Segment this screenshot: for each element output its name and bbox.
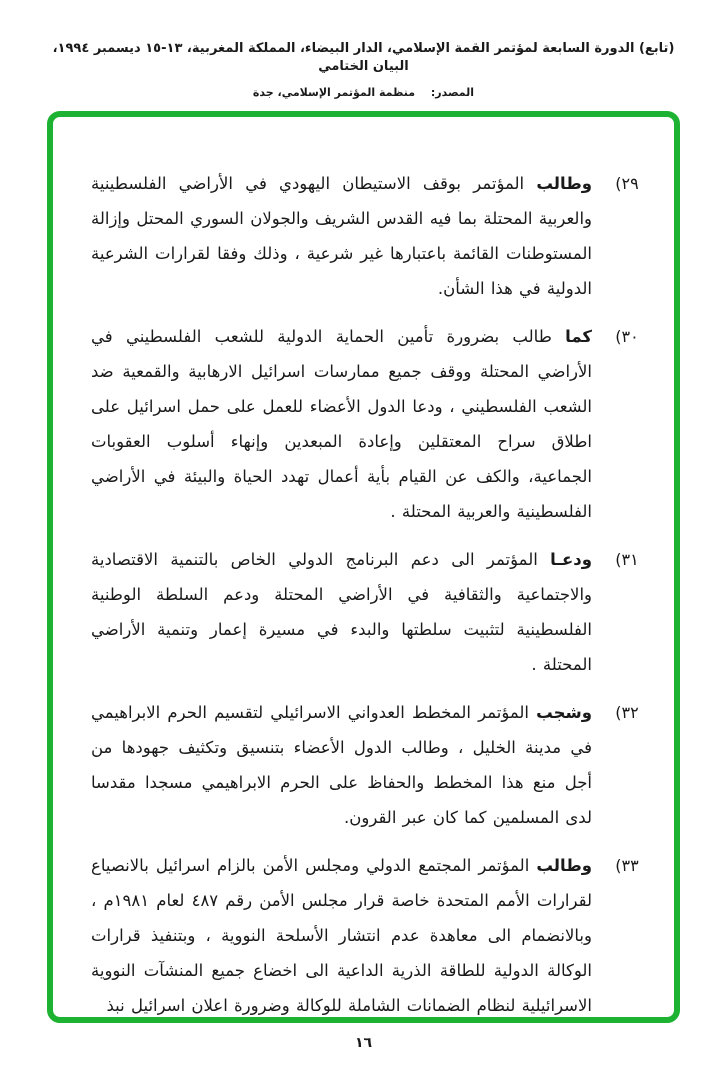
paragraph-text [91, 695, 592, 835]
paragraph-30 [91, 319, 650, 529]
paragraph-31 [91, 542, 650, 682]
paragraph-number: (٣١ [615, 550, 639, 569]
document-body [53, 117, 674, 1023]
paragraph-lead-word: وطالب [536, 856, 592, 875]
source-label: المصدر: [430, 86, 475, 99]
paragraph-lead-word: كما [565, 327, 592, 346]
paragraph-29 [91, 166, 650, 306]
paragraph-lead-word: وطالب [536, 174, 592, 193]
header-title: (تابع) الدورة السابعة لمؤتمر القمة الإسلامي، الدار البيضاء، المملكة المغربية، ١٣-١٥ ديسمبر ١٩٩٤، البيان الختامي [52, 41, 675, 74]
green-border-frame [47, 111, 680, 1023]
paragraph-number: (٣٣ [615, 856, 639, 875]
paragraph-number: (٣٠ [615, 327, 639, 346]
paragraph-lead-word: ودعـا [550, 550, 592, 569]
page-number: ١٦ [354, 1035, 373, 1051]
paragraph-body-text: طالب بضرورة تأمين الحماية الدولية للشعب الفلسطيني في الأراضي المحتلة ووقف جميع ممارسات اسرائيل الارهابية والقمعية ضد الشعب الفلسطيني ، ودعا الدول الأعضاء للعمل على حمل اسرائيل على اطلاق سراح المعتقلين وإعادة المبعدين وإنهاء أسلوب العقوبات الجماعية، والكف عن القيام بأية أعمال تهدد الحياة والبيئة في الأراضي الفلسطينية والعربية المحتلة . [91, 327, 592, 521]
paragraph-body-text: المؤتمر المخطط العدواني الاسرائيلي لتقسيم الحرم الابراهيمي في مدينة الخليل ، وطالب الدول الأعضاء بتنسيق وتكثيف جهودها من أجل منع هذا المخطط والحفاظ على الحرم الابراهيمي مسجدا مقدسا لدى المسلمين كما كان عبر القرون. [91, 703, 592, 827]
paragraph-lead-word: وشجب [536, 703, 592, 722]
paragraph-text [91, 848, 592, 1023]
paragraph-body-text: المؤتمر بوقف الاستيطان اليهودي في الأراضي الفلسطينية والعربية المحتلة بما فيه القدس الشريف والجولان السوري المحتل وإزالة المستوطنات القائمة باعتبارها غير شرعية ، وذلك وفقا لقرارات الشرعية الدولية في هذا الشأن. [91, 174, 592, 298]
paragraph-number: (٣٢ [615, 703, 639, 722]
paragraph-32 [91, 695, 650, 835]
header-source-line [0, 86, 727, 99]
paragraph-text [91, 542, 592, 682]
paragraph-body-text: المؤتمر الى دعم البرنامج الدولي الخاص بالتنمية الاقتصادية والاجتماعية والثقافية في الأراضي المحتلة ودعم السلطة الوطنية الفلسطينية لتثبيت سلطتها والبدء في مسيرة إعمار وتنمية الأراضي المحتلة . [91, 550, 592, 674]
paragraph-body-text: المؤتمر المجتمع الدولي ومجلس الأمن بالزام اسرائيل بالانصياع لقرارات الأمم المتحدة خاصة قرار مجلس الأمن رقم ٤٨٧ لعام ١٩٨١م ، وبالانضمام الى معاهدة عدم انتشار الأسلحة النووية ، وبتنفيذ قرارات الوكالة الدولية للطاقة الذرية الداعية الى اخضاع جميع المنشآت النووية الاسرائيلية لنظام الضمانات الشاملة للوكالة وضرورة اعلان اسرائيل نبذ [91, 856, 592, 1015]
document-header [0, 0, 727, 99]
paragraph-text [91, 166, 592, 306]
paragraph-number: (٢٩ [615, 174, 639, 193]
paragraph-33 [91, 848, 650, 1023]
paragraph-text [91, 319, 592, 529]
source-value: منظمة المؤتمر الإسلامي، جدة [252, 86, 416, 99]
